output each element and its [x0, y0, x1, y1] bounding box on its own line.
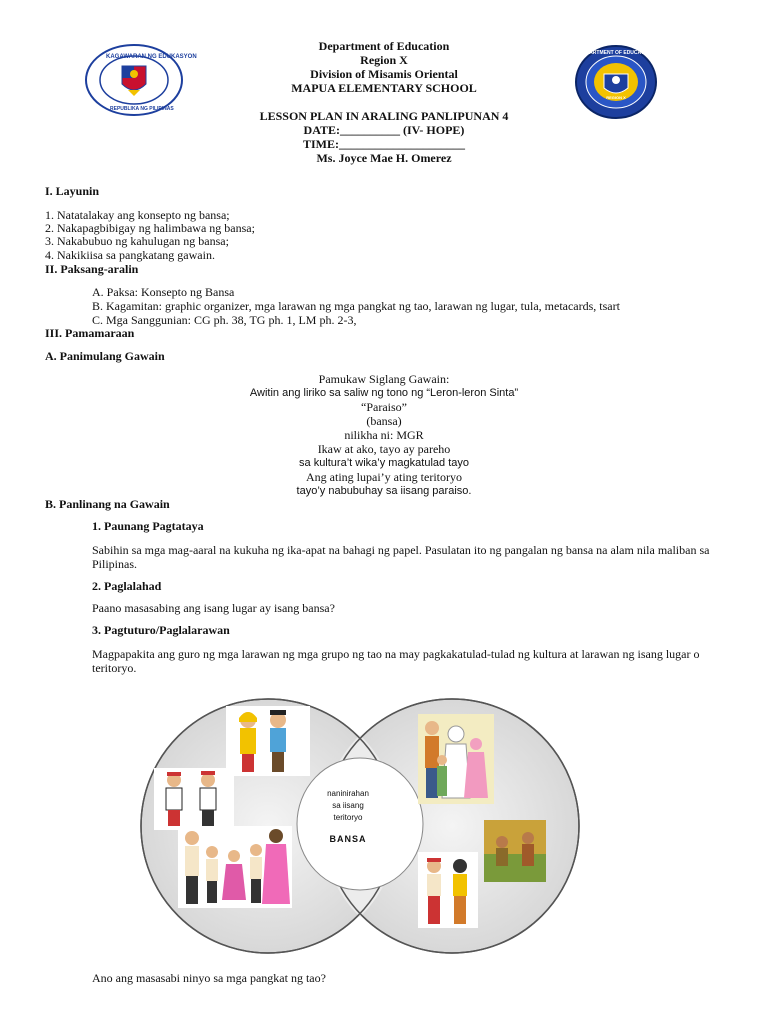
step-text-paglalahad: Paano masasabing ang isang lugar ay isang bansa? [92, 601, 335, 615]
header-school: MAPUA ELEMENTARY SCHOOL [291, 81, 477, 95]
header-lesson-plan-title: LESSON PLAN IN ARALING PANLIPUNAN 4 [259, 109, 509, 123]
header-teacher: Ms. Joyce Mae H. Omerez [316, 151, 452, 165]
svg-text:REPUBLIKA NG PILIPINAS: REPUBLIKA NG PILIPINAS [110, 106, 174, 112]
song-lyric-line: sa kultura’t wika’y magkatulad tayo [299, 457, 469, 469]
step-title-pagtuturo: 3. Pagtuturo/Paglalarawan [92, 623, 230, 637]
svg-text:KAGAWARAN NG EDUKASYON: KAGAWARAN NG EDUKASYON [106, 54, 197, 60]
discussion-question: Ano ang masasabi ninyo sa mga pangkat ng tao? [92, 971, 326, 985]
objective-item: 2. Nakapagbibigay ng halimbawa ng bansa; [45, 221, 255, 235]
topic-item: B. Kagamitan: graphic organizer, mga larawan ng mga pangkat ng tao, larawan ng lugar, tula, metacards, tsart [92, 299, 620, 313]
step-text-pagtuturo: Magpapakita ang guro ng mga larawan ng mga grupo ng tao na may pagkakatulad-tulad ng kultura at larawan ng isang lugar o teritoryo. [92, 647, 700, 675]
header-division: Division of Misamis Oriental [310, 67, 458, 81]
section-heading-panimulang-gawain: A. Panimulang Gawain [45, 349, 165, 363]
step-text-paunang-pagtataya: Sabihin sa mga mag-aaral na kukuha ng ika-apat na bahagi ng papel. Pasulatan ito ng pangalan ng bansa na alam nila maliban sa Pilipinas. [92, 543, 710, 571]
song-author: nilikha ni: MGR [344, 428, 424, 442]
objective-item: 3. Nakabubuo ng kahulugan ng bansa; [45, 234, 229, 248]
header-deped: Department of Education [318, 39, 450, 53]
step-title-paglalahad: 2. Paglalahad [92, 579, 162, 593]
song-instruction: Awitin ang liriko sa saliw ng tono ng “Leron-leron Sinta” [249, 387, 519, 399]
people-group-image [418, 852, 478, 928]
topic-item: A. Paksa: Konsepto ng Bansa [92, 285, 235, 299]
people-group-image [418, 714, 494, 804]
venn-center-line: teritoryo [333, 813, 363, 822]
header-date: DATE:__________ (IV- HOPE) [303, 123, 465, 137]
step-title-paunang-pagtataya: 1. Paunang Pagtataya [92, 519, 204, 533]
song-title: “Paraiso” [361, 400, 407, 414]
song-lyric-line: Ikaw at ako, tayo ay pareho [317, 442, 451, 456]
venn-diagram [140, 696, 580, 956]
venn-center-oval [297, 758, 423, 890]
section-heading-pamamaraan: III. Pamamaraan [45, 326, 135, 340]
people-group-image [226, 706, 310, 776]
svg-text:DEPARTMENT OF EDUCATION: DEPARTMENT OF EDUCATION [579, 50, 653, 56]
section-heading-paksang-aralin: II. Paksang-aralin [45, 262, 139, 276]
objective-item: 4. Nakikiisa sa pangkatang gawain. [45, 248, 215, 262]
section-heading-layunin: I. Layunin [45, 184, 100, 198]
people-group-image [178, 826, 292, 908]
song-intro: Pamukaw Siglang Gawain: [318, 372, 450, 386]
song-lyric-line: Ang ating lupai’y ating teritoryo [306, 470, 462, 484]
svg-text:REGION X: REGION X [606, 95, 626, 100]
topic-item: C. Mga Sanggunian: CG ph. 38, TG ph. 1, LM ph. 2-3, [92, 313, 357, 327]
venn-center-line: naninirahan [327, 789, 369, 798]
section-heading-panlinang: B. Panlinang na Gawain [45, 497, 170, 511]
venn-center-label: BANSA [329, 834, 367, 844]
header-time: TIME:_____________________ [303, 137, 465, 151]
header-region: Region X [360, 53, 408, 67]
people-group-image [484, 820, 546, 882]
song-subtitle: (bansa) [366, 414, 402, 428]
song-lyric-line: tayo’y nabubuhay sa iisang paraiso. [296, 485, 472, 497]
people-group-image [154, 768, 234, 830]
venn-center-line: sa iisang [332, 801, 364, 810]
objective-item: 1. Natatalakay ang konsepto ng bansa; [45, 208, 230, 222]
